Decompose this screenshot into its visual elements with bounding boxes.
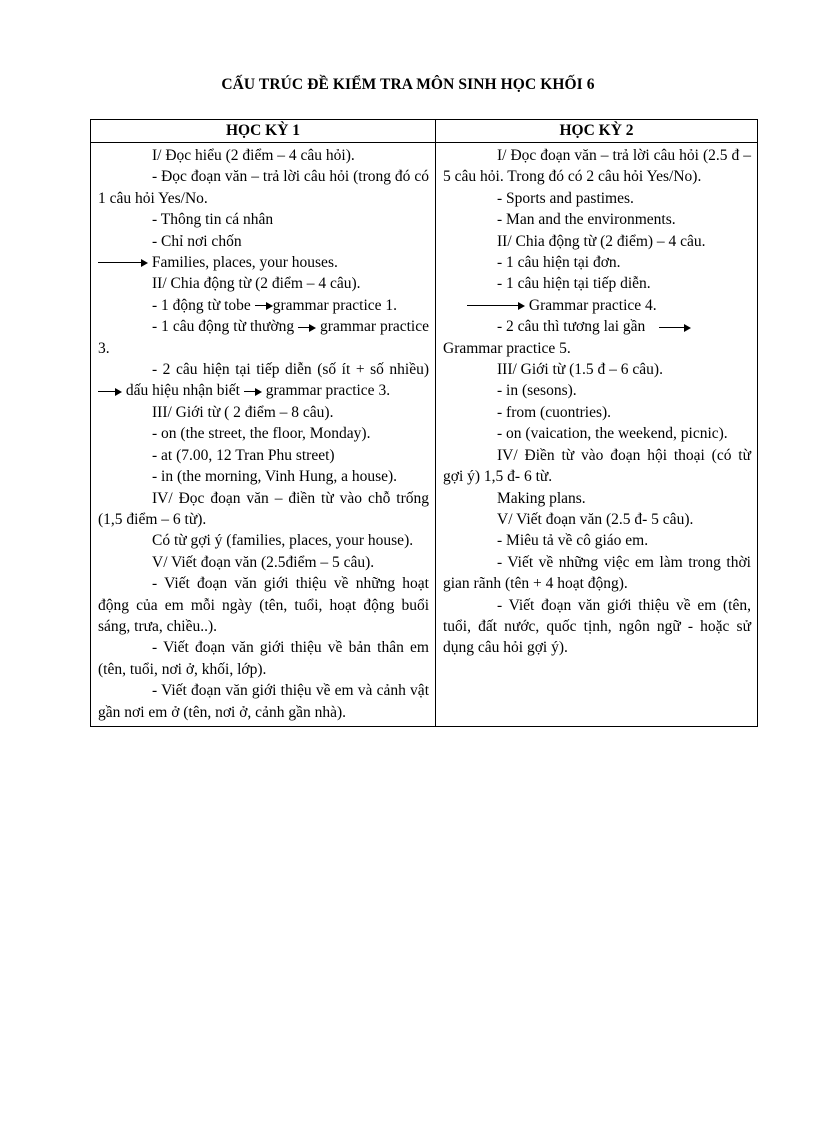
list-item: - in (the morning, Vinh Hung, a house). [152, 468, 398, 486]
preposition-section-heading: III/ Giới từ ( 2 điểm – 8 câu). [152, 403, 334, 421]
list-item: - Viết đoạn văn giới thiệu về em (tên, tuổi, đất nước, quốc tịnh, ngôn ngữ - hoặc sử dụng câu hỏi gợi ý). [443, 596, 751, 657]
list-item: - Viết đoạn văn giới thiệu về em và cảnh vật gần nơi em ở (tên, nơi ở, cảnh gần nhà). [98, 682, 429, 721]
arrow-icon [98, 258, 148, 268]
content-row [91, 143, 758, 727]
fill-in-section-heading: IV/ Đọc đoạn văn – điền từ vào chỗ trống (1,5 điểm – 6 từ). [98, 489, 429, 528]
list-item: Grammar practice 4. [443, 295, 751, 316]
exam-structure-table [90, 119, 758, 727]
list-item: - Đọc đoạn văn – trả lời câu hỏi (trong đó có 1 câu hỏi Yes/No. [98, 168, 429, 207]
fill-in-section-heading: IV/ Điền từ vào đoạn hội thoại (có từ gợi ý) 1,5 đ- 6 từ. [443, 446, 751, 486]
list-item: - at (7.00, 12 Tran Phu street) [152, 446, 335, 464]
arrow-icon [467, 301, 525, 311]
arrow-icon [659, 323, 691, 333]
list-item: - from (cuontries). [497, 403, 612, 421]
list-item: - 1 câu hiện tại đơn. [497, 254, 621, 272]
header-semester-1: HỌC KỲ 1 [91, 120, 436, 143]
arrow-icon [244, 387, 262, 397]
list-item: Grammar practice 5. [443, 339, 571, 357]
reading-section-heading: I/ Đọc hiểu (2 điểm – 4 câu hỏi). [152, 147, 355, 164]
semester-2-cell [436, 143, 758, 727]
reading-section-heading: I/ Đọc đoạn văn – trả lời câu hỏi (2.5 đ – 5 câu hỏi. Trong đó có 2 câu hỏi Yes/No). [443, 147, 751, 186]
list-item: - Man and the environments. [497, 211, 676, 229]
list-item: - 1 câu hiện tại tiếp diễn. [497, 275, 651, 293]
list-item: - on (the street, the floor, Monday). [152, 425, 371, 443]
list-item: - Chỉ nơi chốn [152, 232, 242, 250]
list-item: - Viết về những việc em làm trong thời gian rãnh (tên + 4 hoạt động). [443, 553, 751, 593]
list-item: - 1 động từ tobe grammar practice 1. [152, 296, 398, 314]
header-semester-2: HỌC KỲ 2 [436, 120, 758, 143]
list-item: Families, places, your houses. [98, 252, 429, 273]
list-item: - on (vaication, the weekend, picnic). [497, 425, 728, 443]
list-item: - Miêu tả về cô giáo em. [497, 532, 649, 550]
preposition-section-heading: III/ Giới từ (1.5 đ – 6 câu). [497, 361, 663, 379]
document-title: CẤU TRÚC ĐỀ KIỂM TRA MÔN SINH HỌC KHỐI 6 [221, 76, 595, 93]
list-item: - 2 câu thì tương lai gần [443, 316, 751, 337]
list-item: - in (sesons). [497, 382, 577, 400]
list-item: Making plans. [497, 489, 586, 507]
header-row [91, 120, 758, 143]
arrow-icon [255, 301, 273, 311]
list-item: - Thông tin cá nhân [152, 211, 274, 229]
writing-section-heading: V/ Viết đoạn văn (2.5 đ- 5 câu). [497, 510, 694, 528]
list-item: Có từ gợi ý (families, places, your house). [152, 532, 414, 550]
semester-1-cell [91, 143, 436, 727]
arrow-icon [298, 323, 316, 333]
list-item: - Sports and pastimes. [497, 189, 634, 207]
list-item: - 1 câu động từ thường grammar practice 3. [98, 318, 429, 357]
list-item: - 2 câu hiện tại tiếp diễn (số ít + số nhiều) dấu hiệu nhận biết grammar practice 3. [98, 359, 429, 402]
list-item: - Viết đoạn văn giới thiệu về những hoạt động của em mỗi ngày (tên, tuổi, hoạt động buổi sáng, trưa, chiều..). [98, 575, 429, 635]
verb-section-heading: II/ Chia động từ (2 điểm – 4 câu). [152, 275, 361, 293]
list-item: - Viết đoạn văn giới thiệu về bản thân em (tên, tuổi, nơi ở, khối, lớp). [98, 639, 429, 678]
verb-section-heading: II/ Chia động từ (2 điểm) – 4 câu. [497, 232, 706, 250]
writing-section-heading: V/ Viết đoạn văn (2.5điểm – 5 câu). [152, 553, 375, 571]
arrow-icon [98, 387, 122, 397]
